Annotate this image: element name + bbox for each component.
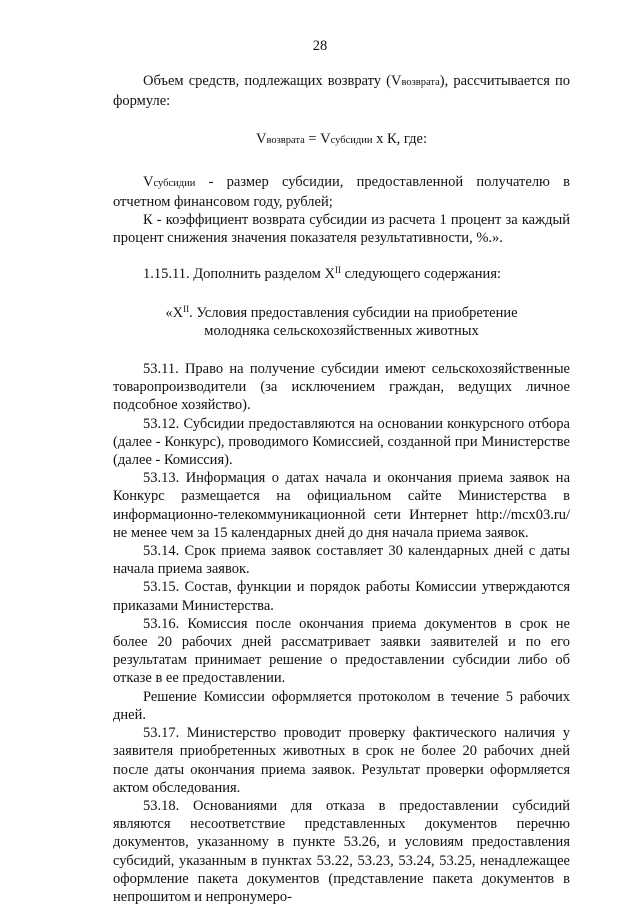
return-formula: Vвозврата = Vсубсидии x К, где: [256,131,427,148]
clause-paragraph: 53.12. Субсидии предоставляются на основании конкурсного отбора (далее - Конкурс), проводимого Комиссией, созданной при Министерстве (далее - Комиссия). [113,415,570,469]
clause-list [113,360,570,906]
clause-paragraph: 53.15. Состав, функции и порядок работы Комиссии утверждаются приказами Министерства. [113,579,570,614]
clause-paragraph: 53.17. Министерство проводит проверку фактического наличия у заявителя приобретенных животных в срок не более 20 рабочих дней после даты окончания приема заявок. Результат проверки оформляется актом обследования. [113,725,570,796]
clause-paragraph: 53.13. Информация о датах начала и окончания приема заявок на Конкурс размещается на официальном сайте Министерства в информационно-телекоммуникационной сети Интернет http://mcx03.ru/ не менее чем за 15 календарных дней до дня начала приема заявок. [113,470,570,541]
clause-paragraph: 53.16. Комиссия после окончания приема документов в срок не более 20 рабочих дней рассматривает заявки заявителей и по его результатам принимает решение о предоставлении субсидии либо об отказе в ее предоставлении. [113,615,570,687]
intro-paragraph: Объем средств, подлежащих возврату (Vвозврата), рассчитывается по формуле: [113,73,570,110]
document-body [113,72,570,906]
amendment-line: 1.15.11. Дополнить разделом $X^{II}$ следующего содержания: [143,265,502,283]
page-number: 28 [312,38,328,54]
section-heading-line2: молодняка сельскохозяйственных животных [204,322,479,339]
section-heading-line1: «$X^{II}$. Условия предоставления субсидии на приобретение [165,303,518,321]
clause-paragraph: 53.18. Основаниями для отказа в предоставлении субсидий являются несоответствие представленных документов перечню документов, указанному в пункте 53.26, и условиям предоставления субсидий, указанным в пунктах 53.22, 53.23, 53.24, 53.25, ненадлежащее оформление пакета документов (представление пакета документов в непрошитом и непронумеро- [113,797,570,905]
definition-v: Vсубсидии - размер субсидии, предоставленной получателю в отчетном финансовом году, рублей; [113,173,570,210]
definition-k: К - коэффициент возврата субсидии из расчета 1 процент за каждый процент снижения значения показателя результативности, %.». [113,212,570,247]
clause-paragraph: 53.11. Право на получение субсидии имеют сельскохозяйственные товаропроизводители (за исключением граждан, ведущих личное подсобное хозяйство). [113,361,570,414]
clause-paragraph: 53.14. Срок приема заявок составляет 30 календарных дней с даты начала приема заявок. [113,543,570,578]
clause-paragraph: Решение Комиссии оформляется протоколом в течение 5 рабочих дней. [113,688,570,723]
